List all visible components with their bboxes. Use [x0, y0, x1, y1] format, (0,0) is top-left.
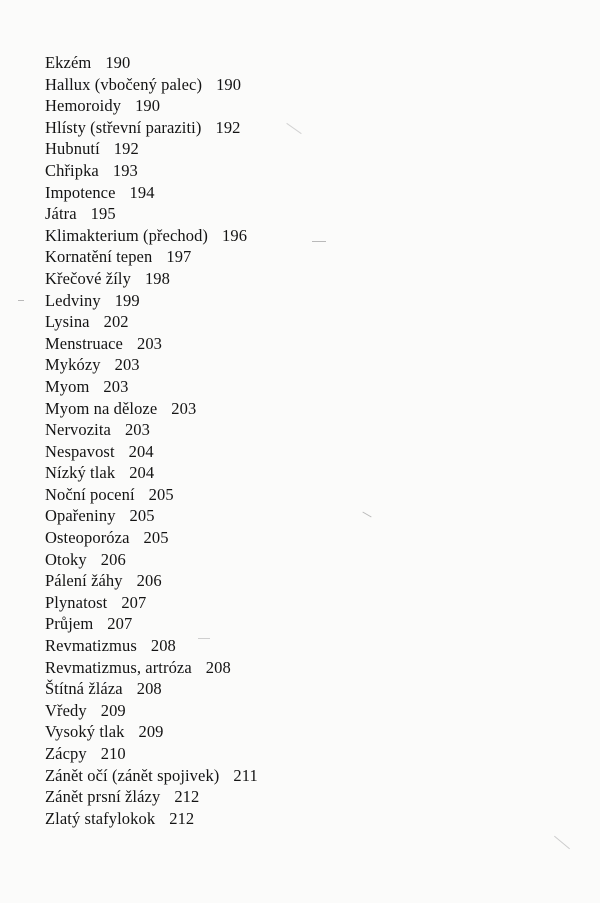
- index-entry: [45, 138, 258, 160]
- index-entry: [45, 376, 258, 398]
- index-entry: [45, 635, 258, 657]
- index-entry: [45, 721, 258, 743]
- entry-term: Myom na děloze: [45, 398, 158, 418]
- entry-term: Klimakterium (přechod): [45, 225, 209, 245]
- index-entry: [45, 549, 258, 571]
- index-entry: [45, 462, 258, 484]
- entry-page-number: 190: [216, 74, 242, 94]
- index-entry: [45, 354, 258, 376]
- entry-page-number: 190: [105, 53, 131, 72]
- entry-term: Ledviny: [45, 290, 101, 310]
- entry-term: Otoky: [45, 549, 87, 569]
- index-list: [45, 52, 258, 829]
- index-entry: [45, 570, 258, 592]
- entry-page-number: 208: [150, 636, 176, 656]
- entry-term: Revmatizmus, artróza: [45, 657, 192, 677]
- entry-term: Impotence: [45, 182, 116, 202]
- entry-term: Lysina: [45, 312, 90, 332]
- index-entry: [45, 613, 258, 635]
- entry-page-number: 190: [135, 96, 161, 116]
- entry-page-number: 196: [222, 225, 248, 245]
- index-entry: [45, 95, 258, 117]
- entry-term: Osteoporóza: [45, 528, 130, 548]
- index-entry: [45, 268, 258, 290]
- entry-term: Menstruace: [45, 333, 123, 353]
- entry-page-number: 193: [112, 160, 138, 180]
- entry-page-number: 212: [169, 808, 195, 828]
- scan-speck: [312, 241, 326, 242]
- entry-term: Zánět očí (zánět spojivek): [45, 765, 220, 785]
- entry-term: Plynatost: [45, 592, 108, 612]
- index-entry: [45, 52, 258, 74]
- index-entry: [45, 657, 258, 679]
- entry-term: Nízký tlak: [45, 463, 116, 483]
- entry-page-number: 210: [100, 744, 126, 763]
- entry-term: Zácpy: [45, 744, 87, 763]
- index-entry: [45, 74, 258, 96]
- entry-term: Ekzém: [45, 53, 92, 72]
- entry-term: Zlatý stafylokok: [45, 808, 156, 828]
- index-entry: [45, 592, 258, 614]
- entry-term: Myom: [45, 376, 90, 396]
- scan-speck: [554, 836, 570, 850]
- entry-term: Štítná žláza: [45, 679, 123, 699]
- index-entry: [45, 398, 258, 420]
- entry-page-number: 203: [103, 376, 129, 396]
- entry-page-number: 206: [136, 571, 162, 591]
- index-entry: [45, 182, 258, 204]
- entry-page-number: 208: [136, 679, 162, 699]
- index-entry: [45, 160, 258, 182]
- index-entry: [45, 290, 258, 312]
- entry-page-number: 209: [138, 722, 164, 742]
- entry-page-number: 203: [171, 398, 197, 418]
- entry-term: Játra: [45, 204, 77, 224]
- entry-page-number: 207: [107, 614, 133, 634]
- entry-page-number: 212: [174, 787, 200, 807]
- entry-page-number: 192: [113, 139, 139, 159]
- entry-term: Vysoký tlak: [45, 722, 125, 742]
- entry-term: Kornatění tepen: [45, 247, 153, 267]
- index-entry: [45, 527, 258, 549]
- entry-page-number: 206: [100, 549, 126, 569]
- scan-speck: [362, 512, 371, 518]
- index-entry: [45, 786, 258, 808]
- index-entry: [45, 484, 258, 506]
- entry-term: Vředy: [45, 700, 87, 720]
- index-entry: [45, 743, 258, 765]
- index-entry: [45, 700, 258, 722]
- entry-term: Noční pocení: [45, 484, 135, 504]
- entry-page-number: 209: [100, 700, 126, 720]
- entry-term: Hemoroidy: [45, 96, 122, 116]
- entry-page-number: 211: [233, 765, 258, 785]
- entry-page-number: 192: [215, 117, 241, 137]
- entry-term: Hlísty (střevní paraziti): [45, 117, 202, 137]
- entry-page-number: 207: [121, 592, 147, 612]
- entry-page-number: 205: [129, 506, 155, 526]
- entry-term: Nervozita: [45, 420, 111, 440]
- index-entry: [45, 333, 258, 355]
- entry-page-number: 203: [124, 420, 151, 440]
- entry-term: Nespavost: [45, 441, 115, 461]
- entry-term: Průjem: [45, 614, 94, 634]
- entry-page-number: 204: [128, 441, 154, 461]
- entry-page-number: 194: [129, 182, 155, 202]
- index-entry: [45, 505, 258, 527]
- index-entry: [45, 117, 258, 139]
- entry-page-number: 202: [103, 312, 129, 332]
- entry-page-number: 198: [144, 268, 171, 288]
- index-entry: [45, 765, 258, 787]
- entry-page-number: 197: [166, 247, 192, 267]
- entry-term: Křečové žíly: [45, 268, 131, 288]
- entry-page-number: 205: [143, 528, 169, 548]
- entry-term: Opařeniny: [45, 506, 116, 526]
- scan-speck: [18, 300, 24, 301]
- index-entry: [45, 246, 258, 268]
- entry-page-number: 203: [136, 333, 163, 353]
- entry-term: Revmatizmus: [45, 636, 137, 656]
- entry-term: Mykózy: [45, 355, 101, 375]
- index-entry: [45, 808, 258, 830]
- entry-term: Zánět prsní žlázy: [45, 787, 161, 807]
- scan-speck: [198, 638, 210, 639]
- entry-page-number: 199: [114, 290, 140, 310]
- index-entry: [45, 678, 258, 700]
- entry-page-number: 204: [129, 463, 155, 483]
- index-entry: [45, 311, 258, 333]
- entry-term: Pálení žáhy: [45, 571, 123, 591]
- scan-speck: [286, 123, 301, 134]
- index-entry: [45, 419, 258, 441]
- entry-page-number: 205: [148, 484, 174, 504]
- index-entry: [45, 203, 258, 225]
- entry-term: Hallux (vbočený palec): [45, 74, 203, 94]
- index-entry: [45, 441, 258, 463]
- entry-term: Hubnutí: [45, 139, 100, 159]
- entry-page-number: 195: [90, 204, 116, 224]
- entry-page-number: 203: [114, 355, 140, 375]
- entry-page-number: 208: [205, 657, 231, 677]
- index-entry: [45, 225, 258, 247]
- entry-term: Chřipka: [45, 160, 99, 180]
